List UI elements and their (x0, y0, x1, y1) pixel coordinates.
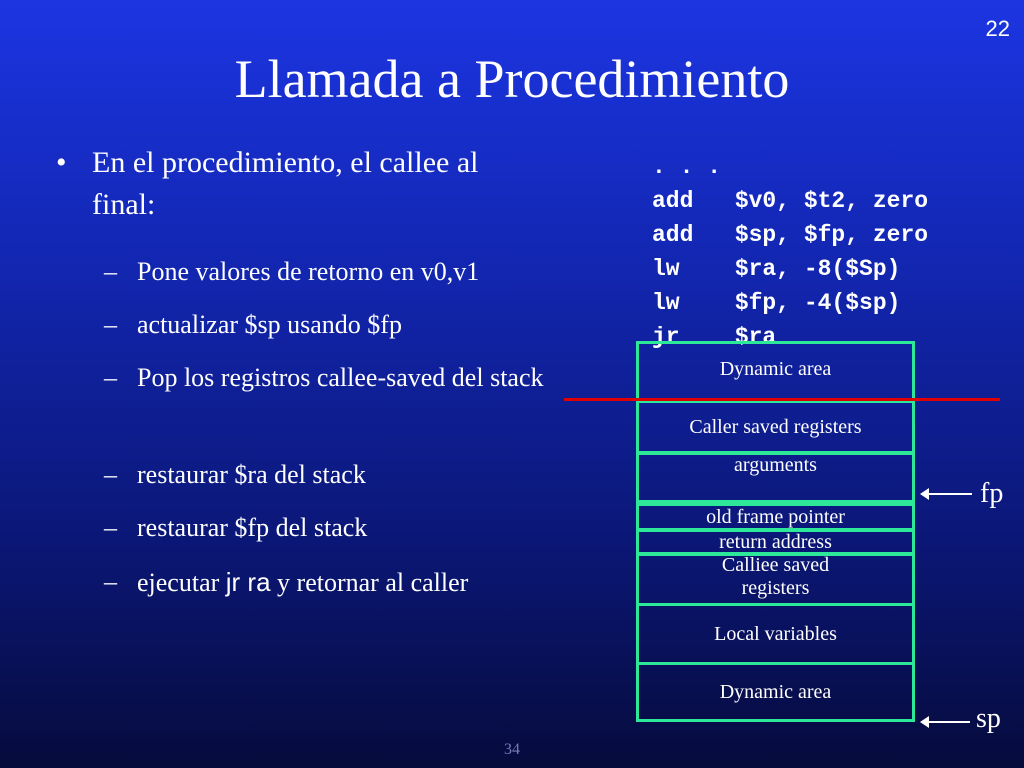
sub-bullet-text: Pop los registros callee-saved del stack (137, 363, 544, 392)
sp-arrow (922, 721, 970, 723)
sub-bullet-text-before: ejecutar (137, 568, 226, 597)
stack-frame-return-address (636, 529, 915, 555)
arrow-head-icon (920, 488, 929, 500)
code-line: . . . (652, 154, 722, 180)
code-line: add $v0, $t2, zero (652, 188, 929, 214)
code-line: lw $ra, -8($Sp) (652, 256, 901, 282)
code-block (652, 150, 928, 354)
inline-code: jr ra (225, 567, 271, 597)
sub-bullet-text: Pone valores de retorno en v0,v1 (137, 257, 480, 286)
sub-bullet-text: actualizar $sp usando $fp (137, 310, 402, 339)
sub-bullet-marker: – (104, 363, 117, 392)
divider-line (564, 398, 1000, 401)
sub-bullet-text-after: y retornar al caller (270, 568, 469, 597)
stack-frame-dynamic-area-top (636, 341, 915, 403)
bullet-marker: • (56, 146, 67, 179)
sub-bullet-marker: – (104, 460, 117, 489)
fp-label: fp (980, 478, 1004, 509)
sub-bullet-marker: – (104, 567, 117, 596)
stack-frame-label: Caller saved registers (689, 416, 862, 438)
code-line: add $sp, $fp, zero (652, 222, 929, 248)
slide-title: Llamada a Procedimiento (234, 49, 790, 109)
stack-frame-caller-saved-registers (636, 400, 915, 455)
stack-frame-label: Dynamic area (719, 680, 832, 703)
code-line: lw $fp, -4($sp) (652, 290, 901, 316)
sub-bullet-marker: – (104, 310, 117, 339)
code-line: jr $ra (652, 324, 777, 350)
stack-frame-label: Local variables (714, 622, 837, 645)
sp-label: sp (976, 703, 1001, 734)
sub-bullet-text: restaurar $fp del stack (137, 513, 368, 542)
footer-page-number: 34 (504, 741, 520, 758)
stack-frame-label: old frame pointer (706, 505, 845, 528)
sub-bullet-marker: – (104, 513, 117, 542)
stack-frame-label: Calliee saved registers (721, 554, 830, 599)
fp-arrow (922, 493, 972, 495)
stack-frame-local-variables (636, 603, 915, 665)
stack-frame-label: return address (719, 530, 832, 553)
stack-frame-arguments (636, 451, 915, 503)
stack-frame-dynamic-area-bottom (636, 662, 915, 722)
stack-frame-label: Dynamic area (719, 357, 832, 380)
slide-number: 22 (985, 16, 1010, 41)
bullet-text: En el procedimiento, el callee al final: (92, 146, 479, 221)
stack-frame-old-frame-pointer (636, 503, 915, 531)
sub-bullet-text: restaurar $ra del stack (137, 460, 366, 489)
sub-bullet-text (137, 567, 468, 598)
arrow-head-icon (920, 716, 929, 728)
sub-bullet-marker: – (104, 257, 117, 286)
stack-frame-label: arguments (734, 454, 817, 476)
stack-frame-callee-saved-registers (636, 553, 915, 606)
